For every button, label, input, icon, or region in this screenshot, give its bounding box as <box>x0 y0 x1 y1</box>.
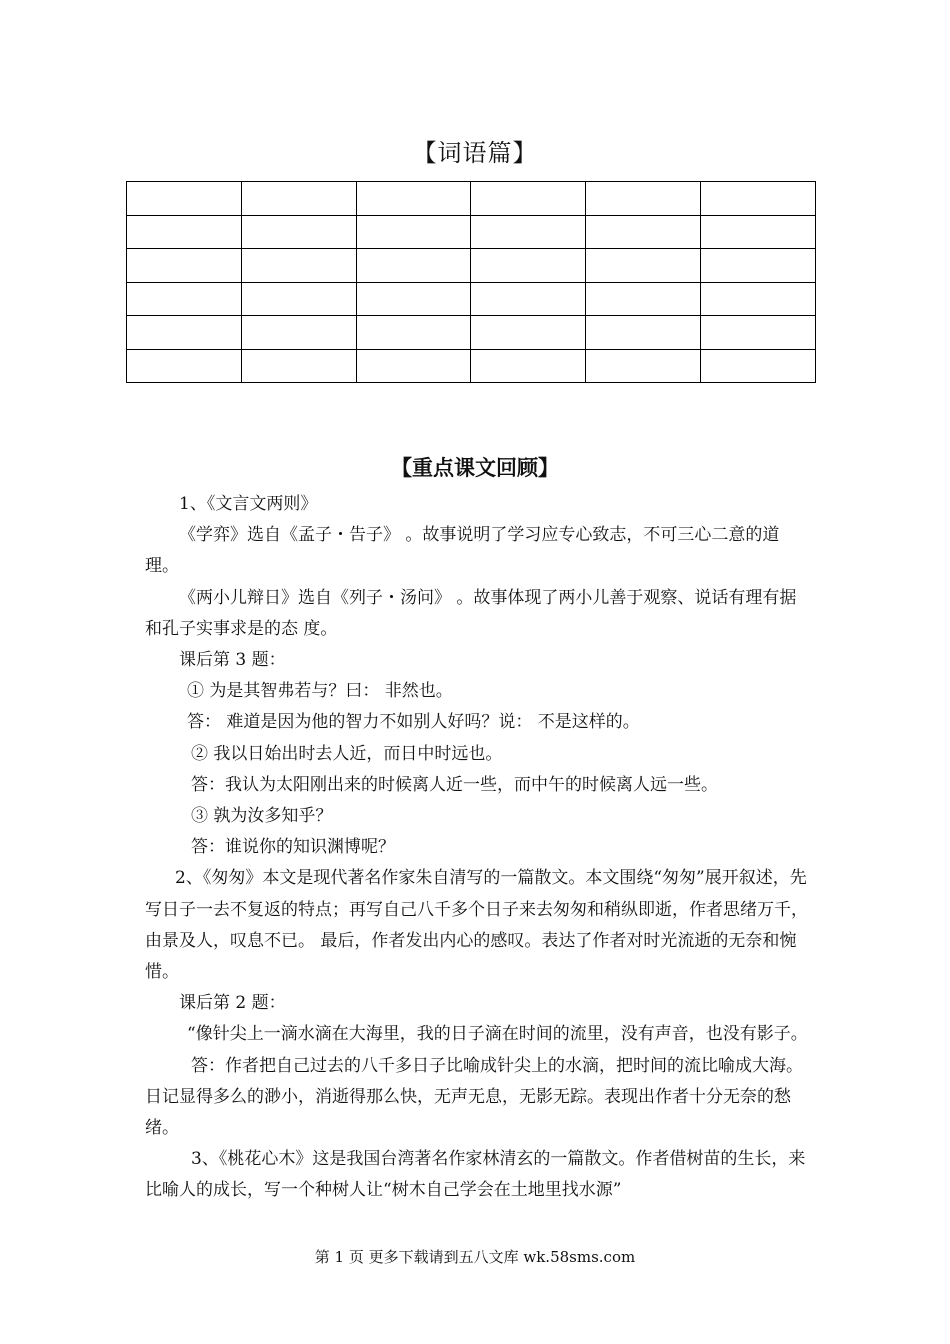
paragraph-xueyi: 《学弈》选自《孟子・告子》 。故事说明了学习应专心致志，不可三心二意的道理。 <box>145 525 780 577</box>
vocab-cell <box>586 282 701 316</box>
vocab-cell <box>241 215 356 249</box>
vocab-cell <box>241 249 356 283</box>
vocab-row <box>127 182 816 216</box>
vocab-row <box>127 316 816 350</box>
vocab-cell <box>586 249 701 283</box>
vocab-cell <box>127 349 242 383</box>
vocab-cell <box>127 282 242 316</box>
vocab-cell <box>127 215 242 249</box>
vocab-table <box>126 181 816 383</box>
lesson-heading-2: 2、《匆匆》本文是现代著名作家朱自清写的一篇散文。本文围绕“匆匆”展开叙述，先写日子一去不复返的特点；再写自己八千多个日子来去匆匆和稍纵即逝，作者思绪万千，由景及人，叹息不已。 最后，作者发出内心的感叹。表达了作者对时光流逝的无奈和惋惜。 <box>145 868 808 983</box>
vocab-cell <box>127 182 242 216</box>
exercise-answer-3: 答：谁说你的知识渊博呢？ <box>191 837 395 858</box>
vocab-cell <box>471 316 586 350</box>
vocab-cell <box>586 349 701 383</box>
vocab-cell <box>701 282 816 316</box>
vocab-cell <box>356 249 471 283</box>
vocab-cell <box>701 249 816 283</box>
vocab-cell <box>586 182 701 216</box>
review-body <box>145 489 813 1207</box>
vocab-cell <box>356 316 471 350</box>
vocab-cell <box>586 215 701 249</box>
vocab-cell <box>356 215 471 249</box>
vocab-cell <box>471 215 586 249</box>
vocab-cell <box>586 316 701 350</box>
paragraph-liangxiaoer: 《两小儿辩日》选自《列子・汤问》 。故事体现了两小儿善于观察、说话有理有据和孔子实事求是的态 度。 <box>145 587 797 639</box>
exercise-question-3: ③ 孰为汝多知乎？ <box>191 806 333 827</box>
exercise-answer-2: 答：我认为太阳刚出来的时候离人近一些，而中午的时候离人远一些。 <box>191 774 718 795</box>
vocab-cell <box>471 182 586 216</box>
vocab-cell <box>241 316 356 350</box>
vocab-cell <box>127 249 242 283</box>
vocab-cell <box>241 282 356 316</box>
exercise-answer-quote: 答：作者把自己过去的八千多日子比喻成针尖上的水滴，把时间的流比喻成大海。日记显得多么的渺小，消逝得那么快，无声无息，无影无踪。表现出作者十分无奈的愁绪。 <box>145 1055 803 1139</box>
exercise-heading-1: 课后第 3 题： <box>179 650 286 671</box>
vocab-cell <box>127 316 242 350</box>
vocab-cell <box>471 282 586 316</box>
vocab-cell <box>701 182 816 216</box>
vocab-cell <box>356 182 471 216</box>
review-section-title: 【重点课文回顾】 <box>391 456 559 480</box>
vocab-row <box>127 282 816 316</box>
lesson-heading-1: 1、《文言文两则》 <box>179 494 318 514</box>
lesson-heading-3: 3、《桃花心木》这是我国台湾著名作家林清玄的一篇散文。作者借树苗的生长，来比喻人的成长，写一个种树人让“树木自己学会在土地里找水源” <box>145 1149 806 1201</box>
vocab-row <box>127 249 816 283</box>
vocab-cell <box>356 282 471 316</box>
exercise-question-1: ① 为是其智弗若与？曰： 非然也。 <box>187 681 453 702</box>
vocab-section-title: 【词语篇】 <box>412 139 538 167</box>
vocab-cell <box>701 215 816 249</box>
exercise-quote: “像针尖上一滴水滴在大海里，我的日子滴在时间的流里，没有声音，也没有影子。 <box>187 1024 808 1045</box>
vocab-row <box>127 349 816 383</box>
vocab-cell <box>701 316 816 350</box>
vocab-row <box>127 215 816 249</box>
exercise-question-2: ② 我以日始出时去人近，而日中时远也。 <box>191 743 503 764</box>
page-footer: 第 1 页 更多下载请到五八文库 wk.58sms.com <box>314 1248 636 1266</box>
vocab-cell <box>701 349 816 383</box>
vocab-cell <box>471 349 586 383</box>
vocab-cell <box>471 249 586 283</box>
vocab-cell <box>356 349 471 383</box>
vocab-cell <box>241 349 356 383</box>
exercise-heading-2: 课后第 2 题： <box>179 993 286 1014</box>
vocab-cell <box>241 182 356 216</box>
exercise-answer-1: 答： 难道是因为他的智力不如别人好吗？说： 不是这样的。 <box>187 712 640 733</box>
